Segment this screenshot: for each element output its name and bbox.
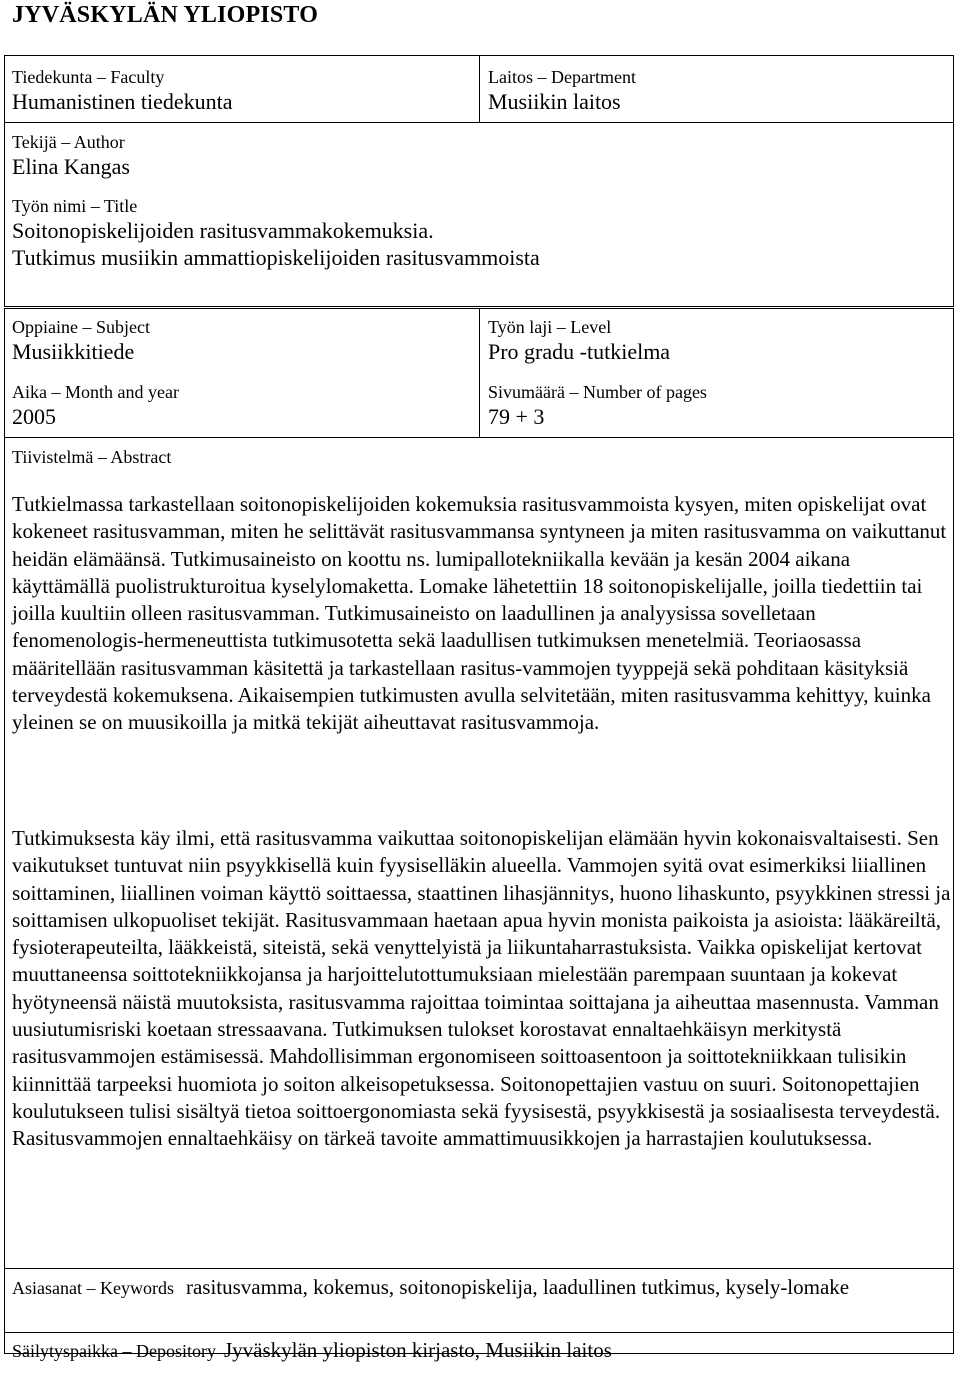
faculty-value: Humanistinen tiedekunta	[12, 89, 233, 114]
department-label: Laitos – Department	[488, 67, 636, 87]
details-bottom-line	[4, 437, 954, 438]
keywords-top-line	[4, 1268, 954, 1269]
title-line-1: Soitonopiskelijoiden rasitusvammakokemuksia.	[12, 218, 434, 243]
abstract-paragraph-2: Tutkimuksesta käy ilmi, että rasitusvamma vaikuttaa soitonopiskelijan elämään hyvin kokonaisvaltaisesti. Sen vaikutukset tuntuvat niin psyykkisellä kuin fyysiselläkin alueella. Vammojen syitä ovat esimerkiksi liiallinen soittaminen, liiallinen voiman käyttö soittaessa, staattinen lihasjännitys, huono lihaskunto, psyykkinen stressi ja soittamisen ulkopuoliset tekijät. Rasitusvammaan haetaan apua hyvin monista paikoista ja asioista: lääkäreiltä, fysioterapeuteilta, lääkkeistä, siteistä, sekä venyttelyistä ja liikuntaharrastuksista. Vaikka opiskelijat kertovat muuttaneensa soittotekniikkojansa ja harjoittelutottumuksiaan mielestään parempaan suuntaan ja kokevat hyötyneensä näistä muutoksista, rasitusvamma rajoittaa toimintaa soittajana ja aiheuttaa masennusta. Vamman uusiutumisriski koetaan stressaavana. Tutkimuksen tulokset korostavat ennaltaehkäisyn merkitystä rasitusvammojen estämisessä. Mahdollisimman ergonomiseen soittoasentoon ja soittotekniikkaan tulisikin kiinnittää tarpeeksi huomiota jo soiton alkeisopetuksessa. Soitonopettajien vastuu on suuri. Soitonopettajien koulutukseen tulisi sisältyä tietoa soittoergonomiasta sekä fyysisestä, psyykkisestä ja sosiaalisesta terveydestä. Rasitusvammojen ennaltaehkäisy on tärkeä tavoite ammattimuusikkojen ja harrastajien koulutuksessa.	[12, 826, 951, 1151]
depository-value: Jyväskylän yliopiston kirjasto, Musiikin laitos	[223, 1338, 612, 1362]
date-value: 2005	[12, 404, 56, 429]
depository-block	[12, 1338, 612, 1363]
pages-label: Sivumäärä – Number of pages	[488, 382, 707, 402]
department-value: Musiikin laitos	[488, 89, 621, 114]
abstract-paragraph-1: Tutkielmassa tarkastellaan soitonopiskelijoiden kokemuksia rasitusvammoista kysyen, miten opiskelijat ovat kokeneet rasitusvamman, miten he selittävät rasitusvammansa syntyneen ja miten rasitusvamma on vaikuttanut heidän elämäänsä. Tutkimusaineisto on koottu ns. lumipallotekniikalla kevään ja kesän 2004 aikana käyttämällä puolistrukturoitua kyselylomaketta. Lomake lähetettiin 18 soitonopiskelijalle, joilla tiedettiin tai joilla kuultiin olleen rasitusvamman. Tutkimusaineisto on laadullinen ja analyysissa sovelletaan fenomenologis-hermeneuttista tutkimusotetta sekä laadullisen tutkimuksen menetelmiä. Teoriaosassa määritellään rasitusvamman käsitettä ja tarkastellaan rasitus-vammojen tyyppejä sekä pohditaan käsityksiä terveydestä kokemuksena. Aikaisempien tutkimusten avulla selvitetään, miten rasitusvamma kehittyy, kuinka yleinen se on muusikoilla ja mitkä tekijät aiheuttavat rasitusvammoja.	[12, 492, 947, 735]
subject-label: Oppiaine – Subject	[12, 317, 150, 337]
university-name: JYVÄSKYLÄN YLIOPISTO	[12, 2, 319, 28]
depository-label: Säilytyspaikka – Depository	[12, 1341, 216, 1361]
level-label: Työn laji – Level	[488, 317, 612, 337]
author-label: Tekijä – Author	[12, 132, 125, 152]
faculty-label: Tiedekunta – Faculty	[12, 67, 165, 87]
subject-level-divider	[479, 308, 480, 438]
depository-top-line	[4, 1332, 954, 1333]
title-label: Työn nimi – Title	[12, 196, 138, 216]
level-value: Pro gradu -tutkielma	[488, 339, 671, 364]
keywords-block	[12, 1274, 912, 1303]
faculty-department-divider	[479, 55, 480, 123]
pages-value: 79 + 3	[488, 404, 545, 429]
title-line-2: Tutkimus musiikin ammattiopiskelijoiden rasitusvammoista	[12, 245, 540, 270]
faculty-row-bottom-line	[4, 122, 954, 123]
abstract-label: Tiivistelmä – Abstract	[12, 447, 172, 467]
keywords-value: rasitusvamma, kokemus, soitonopiskelija, laadullinen tutkimus, kysely-lomake	[185, 1275, 850, 1299]
author-value: Elina Kangas	[12, 154, 130, 179]
subject-value: Musiikkitiede	[12, 339, 135, 364]
keywords-label: Asiasanat – Keywords	[12, 1278, 174, 1298]
date-label: Aika – Month and year	[12, 382, 179, 402]
